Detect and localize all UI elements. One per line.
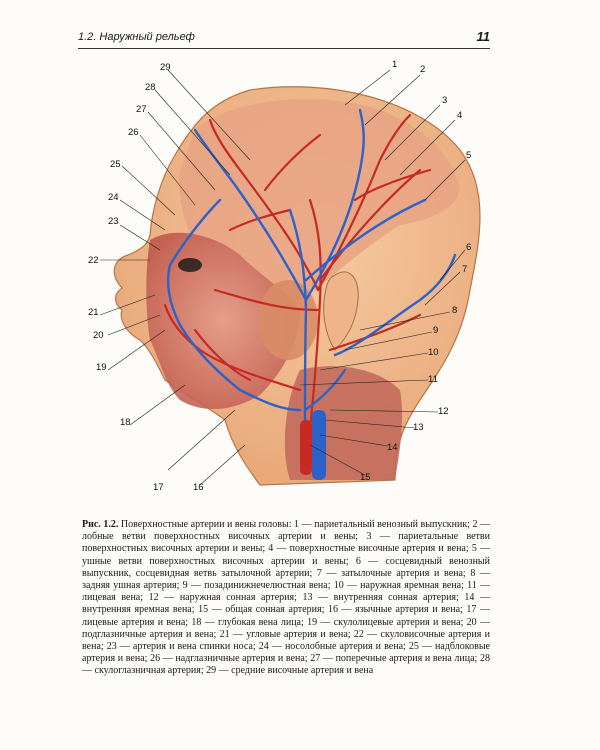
label-20: 20 xyxy=(93,330,104,341)
label-18: 18 xyxy=(120,417,131,428)
head-vessels-figure xyxy=(0,50,600,510)
label-24: 24 xyxy=(108,192,119,203)
label-4: 4 xyxy=(457,110,463,121)
label-15: 15 xyxy=(360,472,371,483)
figure-caption xyxy=(82,519,490,678)
anatomical-illustration xyxy=(0,50,600,510)
label-25: 25 xyxy=(110,159,121,170)
label-27: 27 xyxy=(136,104,147,115)
running-header xyxy=(78,28,490,49)
label-21: 21 xyxy=(88,307,99,318)
internal-jugular-vein xyxy=(312,410,326,480)
common-carotid-artery xyxy=(300,420,312,475)
label-22: 22 xyxy=(88,255,99,266)
section-title: 1.2. Наружный рельеф xyxy=(78,31,195,43)
label-9: 9 xyxy=(433,325,439,336)
label-26: 26 xyxy=(128,127,139,138)
label-12: 12 xyxy=(438,406,449,417)
label-14: 14 xyxy=(387,442,398,453)
label-1: 1 xyxy=(392,59,398,70)
label-7: 7 xyxy=(462,264,468,275)
label-13: 13 xyxy=(413,422,424,433)
label-29: 29 xyxy=(160,62,171,73)
label-3: 3 xyxy=(442,95,448,106)
parotid-gland xyxy=(258,280,318,360)
label-19: 19 xyxy=(96,362,107,373)
label-16: 16 xyxy=(193,482,204,493)
label-5: 5 xyxy=(466,150,472,161)
label-28: 28 xyxy=(145,82,156,93)
label-23: 23 xyxy=(108,216,119,227)
label-17: 17 xyxy=(153,482,164,493)
caption-text: Поверхностные артерии и вены головы: 1 — париетальный венозный выпускник; 2 — лобные ветви поверхностных височных артерии и вены; 3 — париетальные ветви поверхностных височных артерии и вены; 4 — поверхностные височные артерия и вена; 5 — ушные ветви поверхностных височных артерии и вены; 6 — сосцевидный венозный выпускник, сосцевидная ветвь затылочной артерии; 7 — затылочные артерия и вена; 8 — задняя ушная артерия; 9 — позадинижнечелюстная вена; 10 — наружная яремная вена; 11 — лицевая вена; 12 — наружная сонная артерия; 13 — внутренняя сонная артерия; 14 — внутренняя яремная вена; 15 — общая сонная артерия; 16 — язычные артерия и вена; 17 — лицевые артерия и вена; 18 — глубокая вена лица; 19 — скулолицевые артерия и вена; 20 — подглазничные артерия и вена; 21 — угловые артерия и вена; 22 — скуловисочные артерия и вена; 23 — артерия и вена спинки носа; 24 — носолобные артерия и вена; 25 — надблоковые артерия и вена; 26 — надглазничные артерия и вена; 27 — поперечные артерия и вена лица; 28 — скулоглазничная артерия; 29 — средние височные артерия и вена xyxy=(82,519,491,677)
page-number: 11 xyxy=(476,29,490,44)
label-8: 8 xyxy=(452,305,458,316)
label-10: 10 xyxy=(428,347,439,358)
eye xyxy=(178,258,202,272)
label-6: 6 xyxy=(466,242,472,253)
label-2: 2 xyxy=(420,64,426,75)
label-11: 11 xyxy=(428,374,438,385)
figure-ref: Рис. 1.2. xyxy=(82,519,119,530)
